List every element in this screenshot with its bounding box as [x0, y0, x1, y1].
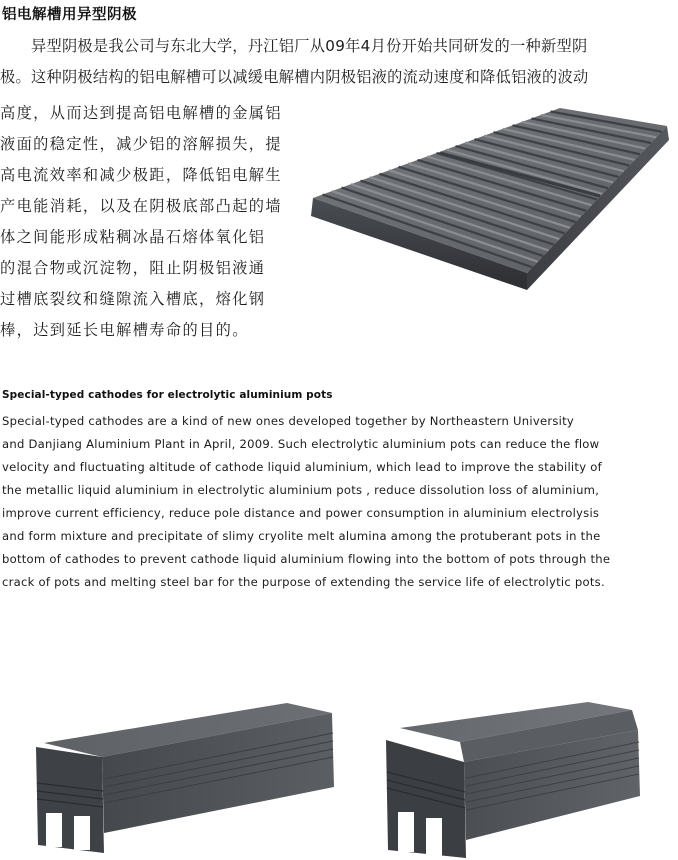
- zh-paragraph-line: 产电能消耗，以及在阴极底部凸起的墙: [0, 197, 282, 215]
- en-paragraph-line: bottom of cathodes to prevent cathode liquid aluminium flowing into the bottom of pots through the: [2, 552, 611, 566]
- en-heading: Special-typed cathodes for electrolytic aluminium pots: [2, 389, 333, 401]
- zh-paragraph-line: 棒，达到延长电解槽寿命的目的。: [0, 321, 249, 339]
- zh-paragraph-line: 异型阴极是我公司与东北大学，丹江铝厂从09年4月份开始共同研发的一种新型阴: [0, 37, 588, 55]
- zh-paragraph-line: 的混合物或沉淀物，阻止阴极铝液通: [0, 259, 266, 277]
- cathode-block-right-image: [360, 700, 660, 860]
- en-paragraph-line: velocity and fluctuating altitude of cathode liquid aluminium, which lead to improve the stability of: [2, 460, 602, 474]
- en-paragraph-line: Special-typed cathodes are a kind of new ones developed together by Northeastern University: [2, 414, 575, 428]
- zh-paragraph-line: 高度，从而达到提高铝电解槽的金属铝: [0, 104, 282, 122]
- zh-paragraph-line: 体之间能形成粘稠冰晶石熔体氧化铝: [0, 228, 266, 246]
- ribbed-cathode-image: [305, 88, 675, 293]
- zh-paragraph-line: 高电流效率和减少极距，降低铝电解生: [0, 166, 282, 184]
- cathode-block-left-image: [32, 695, 357, 855]
- en-paragraph-line: the metallic liquid aluminium in electrolytic aluminium pots , reduce dissolution loss of aluminium,: [2, 483, 600, 497]
- en-paragraph-line: and Danjiang Aluminium Plant in April, 2009. Such electrolytic aluminium pots can reduce the flow: [2, 437, 600, 451]
- zh-paragraph-line: 液面的稳定性，减少铝的溶解损失，提: [0, 135, 282, 153]
- zh-paragraph-line: 过槽底裂纹和缝隙流入槽底，熔化钢: [0, 290, 266, 308]
- en-paragraph-line: crack of pots and melting steel bar for the purpose of extending the service life of electrolytic pots.: [2, 575, 605, 589]
- en-paragraph-line: improve current efficiency, reduce pole distance and power consumption in aluminium electrolysis: [2, 506, 600, 520]
- en-paragraph-line: and form mixture and precipitate of slimy cryolite melt alumina among the protuberant pots in the: [2, 529, 601, 543]
- zh-heading: 铝电解槽用异型阴极: [2, 7, 137, 23]
- zh-paragraph-line: 极。这种阴极结构的铝电解槽可以减缓电解槽内阴极铝液的流动速度和降低铝液的波动: [0, 68, 589, 86]
